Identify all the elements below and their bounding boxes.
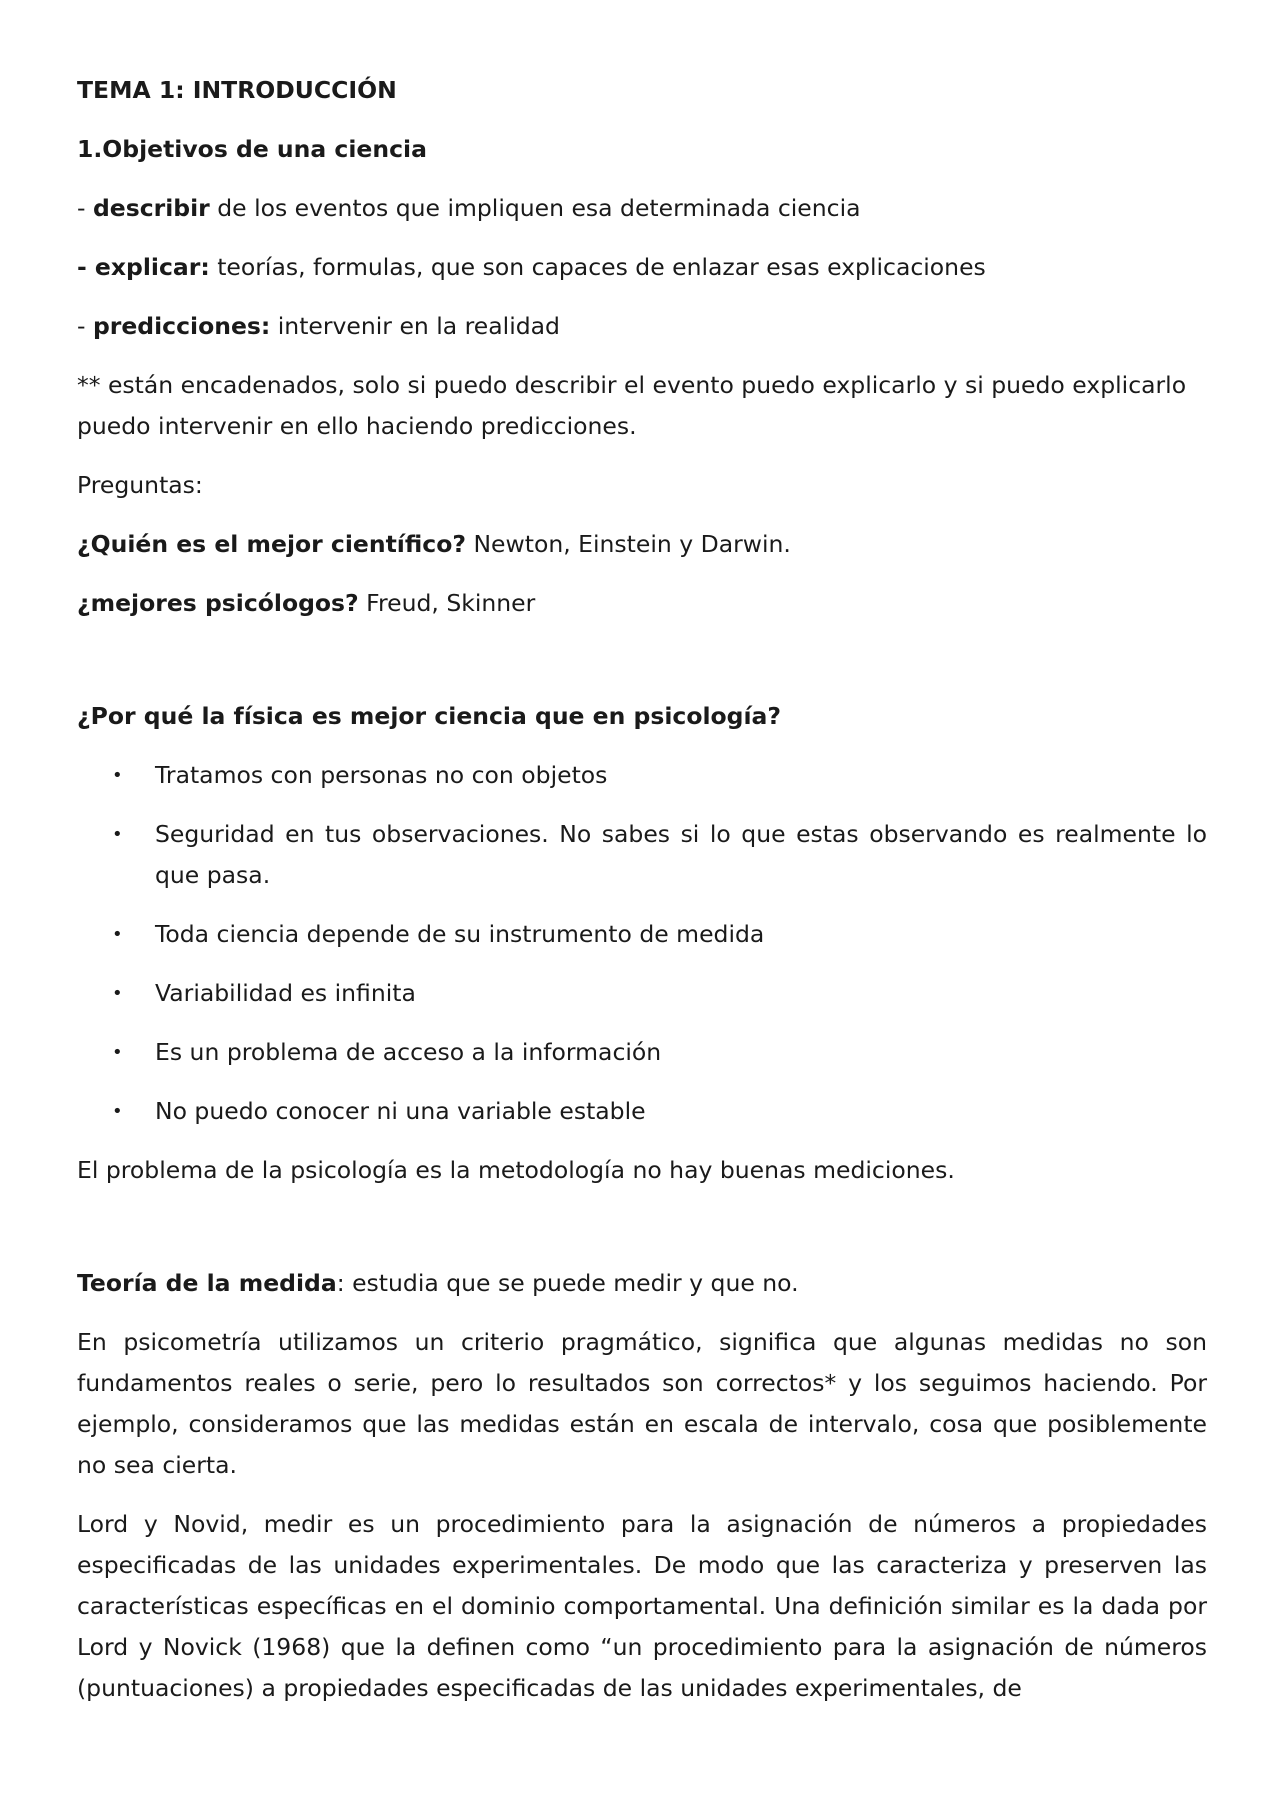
objective-term: describir — [92, 194, 210, 222]
questions-label: Preguntas: — [77, 471, 203, 499]
list-item-text: Tratamos con personas no con objetos — [155, 761, 608, 789]
section-heading-objectives: 1.Objetivos de una ciencia — [77, 135, 427, 163]
objective-prefix: - — [77, 194, 93, 222]
list-item — [77, 1091, 1207, 1132]
list-item-text: Toda ciencia depende de su instrumento de medida — [155, 920, 765, 948]
objective-explicar — [77, 247, 1207, 288]
objective-text: intervenir en la realidad — [270, 312, 560, 340]
list-item — [77, 973, 1207, 1014]
question-best-psychologists — [77, 583, 1207, 624]
answer-text: Newton, Einstein y Darwin. — [466, 530, 791, 558]
lord-novick-paragraph: Lord y Novid, medir es un procedimiento para la asignación de números a propiedades especificadas de las unidades experimentales. De modo que las caracteriza y preserven las características específicas en el dominio comportamental. Una definición similar es la dada por Lord y Novick (1968) que la definen como “un procedimiento para la asignación de números (puntuaciones) a propiedades especificadas de las unidades experimentales, de — [77, 1510, 1207, 1702]
question-best-scientist — [77, 524, 1207, 565]
reasons-list — [77, 755, 1207, 1132]
measure-theory-definition — [77, 1263, 1207, 1304]
document-title: TEMA 1: INTRODUCCIÓN — [77, 76, 397, 104]
bullet-icon: • — [112, 1101, 123, 1122]
bullet-icon: • — [112, 924, 123, 945]
problem-statement: El problema de la psicología es la metodología no hay buenas mediciones. — [77, 1156, 955, 1184]
objective-predicciones — [77, 306, 1207, 347]
answer-text: Freud, Skinner — [358, 589, 536, 617]
question-text: ¿Quién es el mejor científico? — [77, 530, 466, 558]
objective-text: de los eventos que impliquen esa determinada ciencia — [209, 194, 861, 222]
objective-text: teorías, formulas, que son capaces de enlazar esas explicaciones — [209, 253, 986, 281]
objective-term: predicciones: — [92, 312, 271, 340]
measure-theory-text: : estudia que se puede medir y que no. — [336, 1269, 799, 1297]
question-text: ¿mejores psicólogos? — [77, 589, 359, 617]
psychometry-paragraph: En psicometría utilizamos un criterio pragmático, significa que algunas medidas no son fundamentos reales o serie, pero lo resultados son correctos* y los seguimos haciendo. Por ejemplo, consideramos que las medidas están en escala de intervalo, cosa que posiblemente no sea cierta. — [77, 1328, 1207, 1479]
bullet-icon: • — [112, 824, 123, 845]
bullet-icon: • — [112, 765, 123, 786]
list-item-text: No puedo conocer ni una variable estable — [155, 1097, 646, 1125]
list-item — [77, 755, 1207, 796]
objective-describir — [77, 188, 1207, 229]
objective-term: - explicar: — [77, 253, 210, 281]
list-item — [77, 814, 1207, 896]
bullet-icon: • — [112, 1042, 123, 1063]
list-item — [77, 1032, 1207, 1073]
section-heading-physics: ¿Por qué la física es mejor ciencia que en psicología? — [77, 702, 782, 730]
list-item-text: Seguridad en tus observaciones. No sabes si lo que estas observando es realmente lo que pasa. — [155, 820, 1207, 889]
measure-theory-term: Teoría de la medida — [77, 1269, 337, 1297]
list-item — [77, 914, 1207, 955]
bullet-icon: • — [112, 983, 123, 1004]
document-page — [77, 70, 1207, 1727]
chain-note: ** están encadenados, solo si puedo describir el evento puedo explicarlo y si puedo explicarlo puedo intervenir en ello haciendo predicciones. — [77, 371, 1187, 440]
list-item-text: Es un problema de acceso a la información — [155, 1038, 662, 1066]
list-item-text: Variabilidad es infinita — [155, 979, 416, 1007]
objective-prefix: - — [77, 312, 93, 340]
